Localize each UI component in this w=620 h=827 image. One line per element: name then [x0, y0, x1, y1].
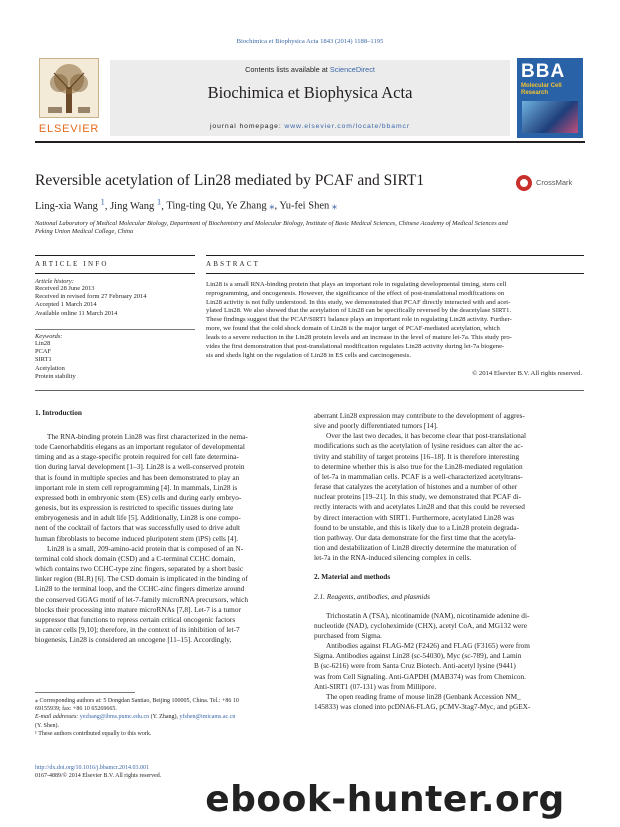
body-line: Antibodies against FLAG-M2 (F2426) and FLAG (F3165) were from: [326, 641, 530, 651]
corresponding-footnote-cont: 69155939; fax: +86 10 65269665.: [35, 706, 117, 713]
footnote-rule: [35, 692, 135, 693]
body-line: biogenesis, Lin28 is considered an oncogene [11–15]. Accordingly,: [35, 635, 232, 645]
masthead-rule: [35, 141, 585, 143]
info-rule-top: [35, 255, 195, 256]
keyword: Protein stability: [35, 372, 76, 380]
body-line: genesis, but its expression is restricted to specific tissues during late: [35, 503, 234, 513]
cover-subtitle: Molecular Cell Research: [521, 83, 562, 96]
body-line: expressed both in embryonic stem (ES) cells and during early embryo-: [35, 492, 242, 502]
info-rule: [35, 273, 195, 274]
elsevier-wordmark: ELSEVIER: [38, 123, 100, 135]
body-line: in cancer cells [9,10]; therefore, in the context of its inhibition of let-7: [35, 624, 240, 634]
running-head-link[interactable]: Biochimica et Biophysica Acta 1843 (2014) 1188–1195: [236, 38, 384, 45]
author-list: [35, 196, 585, 212]
author: Jing Wang $^1$,: [110, 196, 167, 212]
author: Ling-xia Wang $^1$,: [35, 196, 111, 212]
body-line: tion during larval development [1–3]. Lin28 is a well-conserved protein: [35, 462, 245, 472]
body-line: nucleotide (NAD), cycloheximide (CHX), acetyl CoA, and MG132 were: [314, 620, 527, 630]
journal-name: Biochimica et Biophysica Acta: [207, 83, 413, 102]
footnotes: [35, 697, 307, 738]
body-line: let-7a in the RNA-induced silencing complex in cells.: [314, 553, 472, 563]
body-line: of let-7a in mammalian cells. PCAF is a well-characterized acetyltrans-: [314, 471, 523, 481]
crossmark-label: CrossMark: [536, 178, 573, 187]
body-line: nent of the cocktail of factors that was successfully used to drive adult: [35, 523, 241, 533]
journal-homepage: [110, 123, 510, 130]
body-line: nuclear proteins [19–21]. In this study, we demonstrated that PCAF di-: [314, 492, 522, 502]
email-link[interactable]: yezhang@ibms.pumc.edu.cn: [79, 714, 150, 721]
author-mark[interactable]: 1: [156, 196, 162, 206]
abstract-rule-top: [206, 255, 584, 256]
journal-cover: [517, 58, 583, 138]
abstract-line: reprogramming, and oncogenesis. However, the significance of the effect of post-translational modifications on: [206, 289, 505, 297]
keyword: SIRT1: [35, 356, 52, 364]
abstract-line: sis and sheds light on the regulation of Lin28 in ES cells and carcinogenesis.: [206, 351, 412, 359]
author-mark[interactable]: ⁎: [331, 200, 338, 212]
contents-prefix: Contents lists available at: [245, 65, 330, 74]
abstract-line: vides the first demonstration that post-translational modification regulates Lin28 activity during let-7a biogene-: [206, 342, 505, 350]
body-line: important role in stem cell reprogramming [4]. In mammals, Lin28 is: [35, 482, 238, 492]
body-line: embryogenesis and in adult life [5]. Additionally, Lin28 is one compo-: [35, 513, 241, 523]
body-line: aberrant Lin28 expression may contribute to the development of aggres-: [314, 411, 525, 420]
cover-image: [522, 101, 578, 133]
body-line: linker region (BLR) [6]. The CSD domain is implicated in the binding of: [35, 574, 248, 584]
body-line: was from Cell Signaling. Anti-GAPDH (MAB374) was from Chemicon.: [314, 671, 526, 681]
body-line: tivity and stability of target proteins [16–18]. It is therefore interesting: [314, 451, 520, 461]
body-line: The RNA-binding protein Lin28 was first characterized in the nema-: [47, 432, 248, 441]
body-line: Lin28 is a small, 209-amino-acid protein that is composed of an N-: [47, 543, 244, 553]
affiliation: [35, 220, 580, 237]
body-line: sive and poorly differentiated tumors [14].: [314, 421, 438, 431]
body-line: which contains two CCHC-type zinc fingers, separated by a short basic: [35, 564, 244, 574]
body-line: timing and as a stage-specific protein required for cell fate determina-: [35, 452, 239, 462]
affiliation-line: National Laboratory of Medical Molecular Biology, Department of Biochemistry and Molecular Biology, Institute of Basic Medical Sciences, Chinese Academy of Medical Sciences and: [35, 220, 508, 227]
keyword: PCAF: [35, 348, 51, 356]
abstract-line: ylated Lin28. We also showed that the acetylation of Lin28 can be specifically reversed by the deacetylase SIRT1.: [206, 307, 512, 315]
body-line: purchased from Sigma.: [314, 630, 382, 640]
doi-block: [35, 764, 161, 780]
body-line: modifications such as the acetylation of lysine residues can alter the ac-: [314, 441, 523, 451]
body-line: to determine whether this is also true for the Lin28-mediated regulation: [314, 461, 523, 471]
history-item: Accepted 1 March 2014: [35, 301, 97, 309]
body-line: human fibroblasts to become induced pluripotent stem (iPS) cells [4].: [35, 533, 239, 543]
body-line: rectly interacts with and acetylates Lin28 and that this could be reversed: [314, 502, 525, 512]
right-column: [314, 411, 586, 712]
body-line: tion and destabilization of Lin28 directly determine the maturation of: [314, 543, 517, 553]
elsevier-logo: [35, 58, 103, 138]
history-item: Received 28 June 2013: [35, 285, 95, 292]
author-mark[interactable]: ⁎: [269, 200, 275, 212]
running-head[interactable]: [0, 38, 620, 45]
crossmark-badge[interactable]: [516, 174, 588, 194]
section-rule: [35, 390, 584, 391]
body-line: the conserved GGAG motif of let-7-family microRNA precursors, which: [35, 594, 248, 604]
article-history: [35, 278, 195, 318]
keyword: Acetylation: [35, 364, 65, 372]
body-line: Over the last two decades, it has become clear that post-translational: [326, 431, 526, 441]
elsevier-tree-icon: [39, 58, 99, 118]
body-line: suppressor that functions to repress certain critical oncogenic factors: [35, 614, 236, 624]
abstract-rule: [206, 273, 584, 274]
abstract-heading: ABSTRACT: [206, 260, 261, 268]
history-item: Received in revised form 27 February 2014: [35, 293, 147, 301]
author: Ting-ting Qu,: [166, 200, 226, 212]
body-line: blocks their processing into mature microRNAs [7,8]. Let-7 is a tumor: [35, 604, 241, 614]
methods-subheading: 2.1. Reagents, antibodies, and plasmids: [314, 591, 430, 601]
body-line: Lin28 to the terminal loop, and the CCHC-zinc fingers dimerize around: [35, 584, 245, 594]
abstract-line: more, we found that the cold shock domain of Lin28 is the major target of PCAF-mediated acetylation, which: [206, 325, 500, 333]
intro-paragraph: [35, 432, 307, 645]
keywords: [35, 333, 195, 381]
homepage-link[interactable]: www.elsevier.com/locate/bbamcr: [284, 123, 410, 130]
article-title: Reversible acetylation of Lin28 mediated by PCAF and SIRT1: [35, 172, 425, 189]
history-label: Article history:: [35, 278, 74, 285]
keywords-label: Keywords:: [35, 333, 63, 340]
author-mark[interactable]: 1: [100, 196, 105, 206]
crossmark-icon: [516, 175, 532, 191]
email-link[interactable]: yfshen@imicams.ac.cn: [179, 714, 236, 721]
body-line: tode Caenorhabditis elegans as an important regulator of developmental: [35, 442, 245, 452]
body-line: 145833) was cloned into pcDNA6-FLAG, pCMV-3tag7-Myc, and pGEX-: [314, 702, 531, 712]
author: Ye Zhang ⁎,: [225, 200, 280, 212]
abstract-line: leads to a severe reduction in the Lin28 protein levels and an increase in the level of mature let-7a. This study pro-: [206, 333, 512, 341]
cover-title: BBA: [521, 61, 566, 82]
journal-masthead: [110, 60, 510, 136]
body-line: ferase that catalyzes the acetylation of histones and a number of other: [314, 482, 518, 492]
body-line: Anti-SIRT1 (07-131) was from Millipore.: [314, 681, 437, 691]
author: Yu-fei Shen ⁎: [279, 200, 338, 212]
equal-contribution-footnote: ¹ These authors contributed equally to this work.: [35, 730, 152, 737]
info-rule: [35, 329, 195, 330]
email-footnote: E-mail addresses: yezhang@ibms.pumc.edu.cn (Y. Zhang), yfshen@imicams.ac.cn: [35, 714, 236, 721]
corresponding-footnote: ⁎ Corresponding authors at: 5 Dongdan Santiao, Beijing 100005, China. Tel.: +86 10: [35, 698, 239, 704]
abstract-text: [206, 281, 582, 360]
homepage-prefix: journal homepage:: [210, 123, 285, 130]
keyword: Lin28: [35, 340, 51, 347]
methods-heading: 2. Material and methods: [314, 572, 391, 582]
abstract-line: Lin28 is a small RNA-binding protein that plays an important role in regulating developmental timing, stem cell: [206, 281, 507, 288]
body-line: tion pathway. Our data demonstrate for the first time that the acetyla-: [314, 532, 516, 542]
body-line: that is found in multiple species and has been demonstrated to play an: [35, 472, 240, 482]
doi-link[interactable]: http://dx.doi.org/10.1016/j.bbamcr.2014.03.001: [35, 765, 150, 771]
intro-heading: 1. Introduction: [35, 408, 82, 417]
issn-line: 0167-4889/© 2014 Elsevier B.V. All rights reserved.: [35, 773, 162, 779]
abstract-line: These findings suggest that the PCAF/SIRT1 balance plays an important role in regulating Lin28 activity. Further-: [206, 316, 512, 324]
affiliation-line: Peking Union Medical College, China: [35, 228, 134, 236]
body-line: The open reading frame of mouse lin28 (Genbank Accession NM_: [326, 691, 521, 701]
body-line: Sigma. Antibodies against Lin28 (sc-54030), Myc (sc-789), and Lamin: [314, 651, 522, 661]
body-line: B (sc-6216) were from Santa Cruz Biotech. Anti-acetyl lysine (9441): [314, 661, 516, 671]
article-info-heading: ARTICLE INFO: [35, 260, 109, 268]
body-line: found to be unstable, and this is likely due to a Lin28 protein degrada-: [314, 522, 520, 532]
body-line: terminal cold shock domain (CSD) and a C-terminal CCHC domain,: [35, 553, 236, 563]
contents-line: [110, 65, 510, 74]
body-line: Trichostatin A (TSA), nicotinamide (NAM), nicotinamide adenine di-: [326, 610, 530, 620]
body-line: by direct interaction with SIRT1. Furthermore, acetylated Lin28 was: [314, 512, 515, 522]
watermark: ebook-hunter.org: [205, 779, 565, 820]
abstract-line: Lin28 activity is not fully understood. In this study, we demonstrated that PCAF directly interacted with and acet-: [206, 298, 511, 306]
email-footnote-cont: (Y. Shen).: [35, 722, 60, 729]
sciencedirect-link[interactable]: ScienceDirect: [329, 65, 375, 74]
history-item: Available online 11 March 2014: [35, 309, 118, 317]
abstract-copyright: © 2014 Elsevier B.V. All rights reserved.: [472, 370, 582, 377]
